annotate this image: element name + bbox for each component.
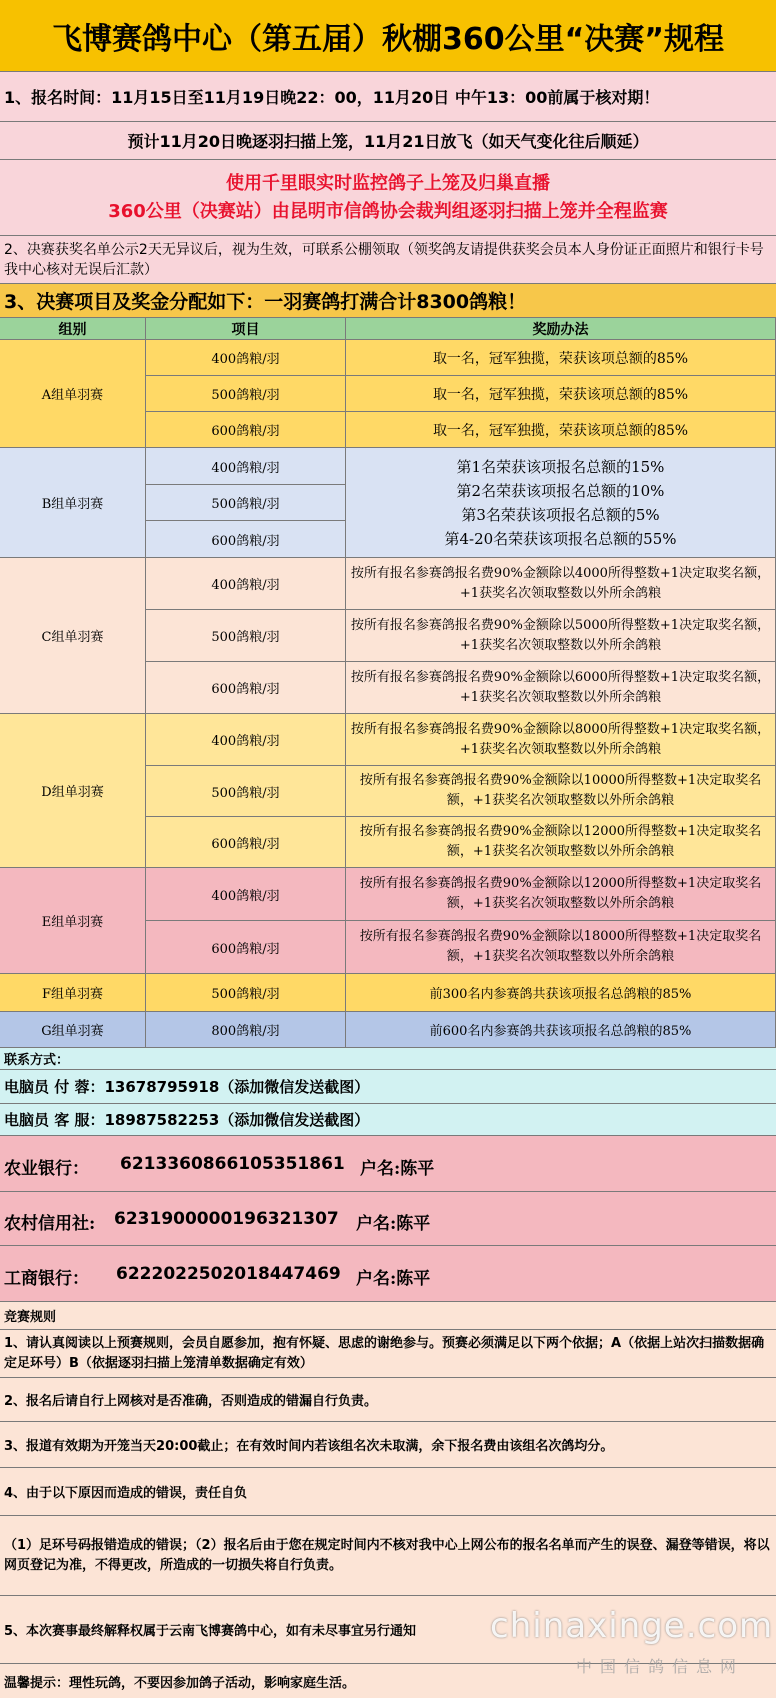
group-d [0, 714, 776, 868]
contact-clerk-2-row [0, 1104, 776, 1136]
group-c-rule-3: 按所有报名参赛鸽报名费90%金额除以6000所得整数+1决定取奖名额，+1获奖名次领取整数以外所余鸽粮 [346, 662, 776, 714]
bank-row-1 [0, 1136, 776, 1192]
rule-1-row [0, 1330, 776, 1378]
group-b-item-3: 600鸽粮/羽 [146, 521, 346, 558]
group-d-rule-1: 按所有报名参赛鸽报名费90%金额除以8000所得整数+1决定取奖名额，+1获奖名次领取整数以外所余鸽粮 [346, 714, 776, 766]
rules-heading: 竞赛规则 [4, 1310, 57, 1325]
table-header [0, 318, 776, 340]
page-title [0, 0, 776, 72]
bank-3-holder: 户名:陈平 [356, 1269, 431, 1289]
group-e [0, 868, 776, 974]
group-g-item: 800鸽粮/羽 [146, 1012, 346, 1048]
rule-4-detail: （1）足环号码报错造成的错误；（2）报名后由于您在规定时间内不核对我中心上网公布的报名名单而产生的误登、漏登等错误，将以网页登记为准，不得更改，所造成的一切损失将自行负责。 [4, 1537, 770, 1573]
group-f [0, 974, 776, 1012]
registration-row [0, 72, 776, 122]
bank-3-name: 工商银行： [4, 1269, 89, 1289]
group-e-name: E组单羽赛 [0, 868, 146, 974]
title-text: 飞博赛鸽中心（第五届）秋棚360公里“决赛”规程 [51, 21, 725, 57]
schedule-text: 预计11月20日晚逐羽扫描上笼，11月21日放飞（如天气变化往后顺延） [127, 132, 649, 151]
group-e-item-2: 600鸽粮/羽 [146, 921, 346, 974]
contact-heading-row [0, 1048, 776, 1070]
contact-clerk-2: 电脑员 客 服：18987582253（添加微信发送截图） [4, 1111, 370, 1129]
rule-5-row [0, 1596, 776, 1664]
group-a-item-2: 500鸽粮/羽 [146, 376, 346, 412]
watermark-cn: 中国信鸽信息网 [576, 1657, 745, 1676]
header-item: 项目 [146, 318, 346, 340]
contact-clerk-1-row [0, 1070, 776, 1104]
group-a-item-3: 600鸽粮/羽 [146, 412, 346, 448]
group-d-name: D组单羽赛 [0, 714, 146, 868]
group-b-name: B组单羽赛 [0, 448, 146, 558]
group-f-rule: 前300名内参赛鸽共获该项报名总鸽粮的85% [346, 974, 776, 1012]
rule-3-row [0, 1422, 776, 1468]
bank-row-2 [0, 1192, 776, 1246]
group-b-item-2: 500鸽粮/羽 [146, 485, 346, 521]
group-d-item-2: 500鸽粮/羽 [146, 766, 346, 817]
group-b-rules [346, 448, 776, 558]
bank-1-name: 农业银行： [4, 1159, 89, 1179]
group-c-item-1: 400鸽粮/羽 [146, 558, 346, 610]
group-a-rule-3: 取一名，冠军独揽，荣获该项总额的85% [346, 412, 776, 448]
rules-heading-row [0, 1302, 776, 1330]
rule-1: 1、请认真阅读以上预赛规则，会员自愿参加，抱有怀疑、思虑的谢绝参与。预赛必须满足以下两个依据；A（依据上站次扫描数据确定足环号）B（依据逐羽扫描上笼清单数据确定有效） [4, 1335, 765, 1371]
group-d-item-3: 600鸽粮/羽 [146, 817, 346, 868]
group-a-name: A组单羽赛 [0, 340, 146, 448]
publicity-text: 2、决赛获奖名单公示2天无异议后，视为生效，可联系公棚领取（领奖鸽友请提供获奖会员本人身份证正面照片和银行卡号我中心核对无误后汇款） [4, 241, 764, 278]
header-reward: 奖励办法 [346, 318, 776, 340]
monitor-row [0, 160, 776, 236]
group-d-item-1: 400鸽粮/羽 [146, 714, 346, 766]
bank-row-3 [0, 1246, 776, 1302]
group-b-rule-1: 第1名荣获该项报名总额的15% [456, 457, 665, 476]
group-c-rule-1: 按所有报名参赛鸽报名费90%金额除以4000所得整数+1决定取奖名额，+1获奖名次领取整数以外所余鸽粮 [346, 558, 776, 610]
watermark-site: chinaxinge.com [490, 1606, 774, 1646]
group-c-item-2: 500鸽粮/羽 [146, 610, 346, 662]
group-e-rule-2: 按所有报名参赛鸽报名费90%金额除以18000所得整数+1决定取奖名额，+1获奖名次领取整数以外所余鸽粮 [346, 921, 776, 974]
group-g [0, 1012, 776, 1048]
prize-heading: 3、决赛项目及奖金分配如下：一羽赛鸽打满合计8300鸽粮！ [4, 291, 527, 313]
rule-2: 2、报名后请自行上网核对是否准确，否则造成的错漏自行负责。 [4, 1394, 378, 1409]
group-e-item-1: 400鸽粮/羽 [146, 868, 346, 921]
bank-1-holder: 户名:陈平 [360, 1159, 435, 1179]
monitor-line-2: 360公里（决赛站）由昆明市信鸽协会裁判组逐羽扫描上笼并全程监赛 [108, 200, 668, 222]
schedule-row [0, 122, 776, 160]
rule-3: 3、报道有效期为开笼当天20:00截止；在有效时间内若该组名次未取满，余下报名费由该组名次鸽均分。 [4, 1439, 614, 1454]
monitor-line-1: 使用千里眼实时监控鸽子上笼及归巢直播 [226, 172, 550, 194]
group-a-rule-2: 取一名，冠军独揽，荣获该项总额的85% [346, 376, 776, 412]
group-g-rule: 前600名内参赛鸽共获该项报名总鸽粮的85% [346, 1012, 776, 1048]
tip-text: 温馨提示：理性玩鸽，不要因参加鸽子活动，影响家庭生活。 [4, 1675, 356, 1691]
group-e-rule-1: 按所有报名参赛鸽报名费90%金额除以12000所得整数+1决定取奖名额，+1获奖名次领取整数以外所余鸽粮 [346, 868, 776, 921]
group-b-rule-3: 第3名荣获该项报名总额的5% [461, 505, 660, 524]
bank-3-account: 6222022502018447469 [116, 1264, 341, 1284]
group-b-item-1: 400鸽粮/羽 [146, 448, 346, 485]
group-a-item-1: 400鸽粮/羽 [146, 340, 346, 376]
prize-heading-row [0, 284, 776, 318]
bank-2-name: 农村信用社: [4, 1214, 96, 1234]
rule-4-row [0, 1468, 776, 1516]
group-c [0, 558, 776, 714]
rule-2-row [0, 1378, 776, 1422]
group-b-rule-2: 第2名荣获该项报名总额的10% [456, 481, 665, 500]
group-a-rule-1: 取一名，冠军独揽，荣获该项总额的85% [346, 340, 776, 376]
group-c-rule-2: 按所有报名参赛鸽报名费90%金额除以5000所得整数+1决定取奖名额，+1获奖名次领取整数以外所余鸽粮 [346, 610, 776, 662]
header-group: 组别 [0, 318, 146, 340]
group-b-rule-4: 第4-20名荣获该项报名总额的55% [444, 529, 677, 548]
group-d-rule-2: 按所有报名参赛鸽报名费90%金额除以10000所得整数+1决定取奖名额，+1获奖名次领取整数以外所余鸽粮 [346, 766, 776, 817]
rule-4: 4、由于以下原因而造成的错误，责任自负 [4, 1486, 248, 1501]
group-f-item: 500鸽粮/羽 [146, 974, 346, 1012]
tip-row [0, 1664, 776, 1698]
group-d-rule-3: 按所有报名参赛鸽报名费90%金额除以12000所得整数+1决定取奖名额，+1获奖名次领取整数以外所余鸽粮 [346, 817, 776, 868]
contact-heading: 联系方式： [4, 1053, 70, 1068]
group-c-name: C组单羽赛 [0, 558, 146, 714]
bank-2-holder: 户名:陈平 [356, 1214, 431, 1234]
group-a [0, 340, 776, 448]
rule-5: 5、本次赛事最终解释权属于云南飞博赛鸽中心，如有未尽事宜另行通知 [4, 1624, 417, 1639]
contact-clerk-1: 电脑员 付 蓉：13678795918（添加微信发送截图） [4, 1078, 370, 1096]
group-c-item-3: 600鸽粮/羽 [146, 662, 346, 714]
group-g-name: G组单羽赛 [0, 1012, 146, 1048]
publicity-row [0, 236, 776, 284]
bank-1-account: 6213360866105351861 [120, 1154, 345, 1174]
group-f-name: F组单羽赛 [0, 974, 146, 1012]
rule-4-detail-row [0, 1516, 776, 1596]
group-b [0, 448, 776, 558]
registration-text: 1、报名时间：11月15日至11月19日晚22：00，11月20日 中午13：00前属于核对期！ [4, 88, 660, 107]
bank-2-account: 6231900000196321307 [114, 1209, 339, 1229]
